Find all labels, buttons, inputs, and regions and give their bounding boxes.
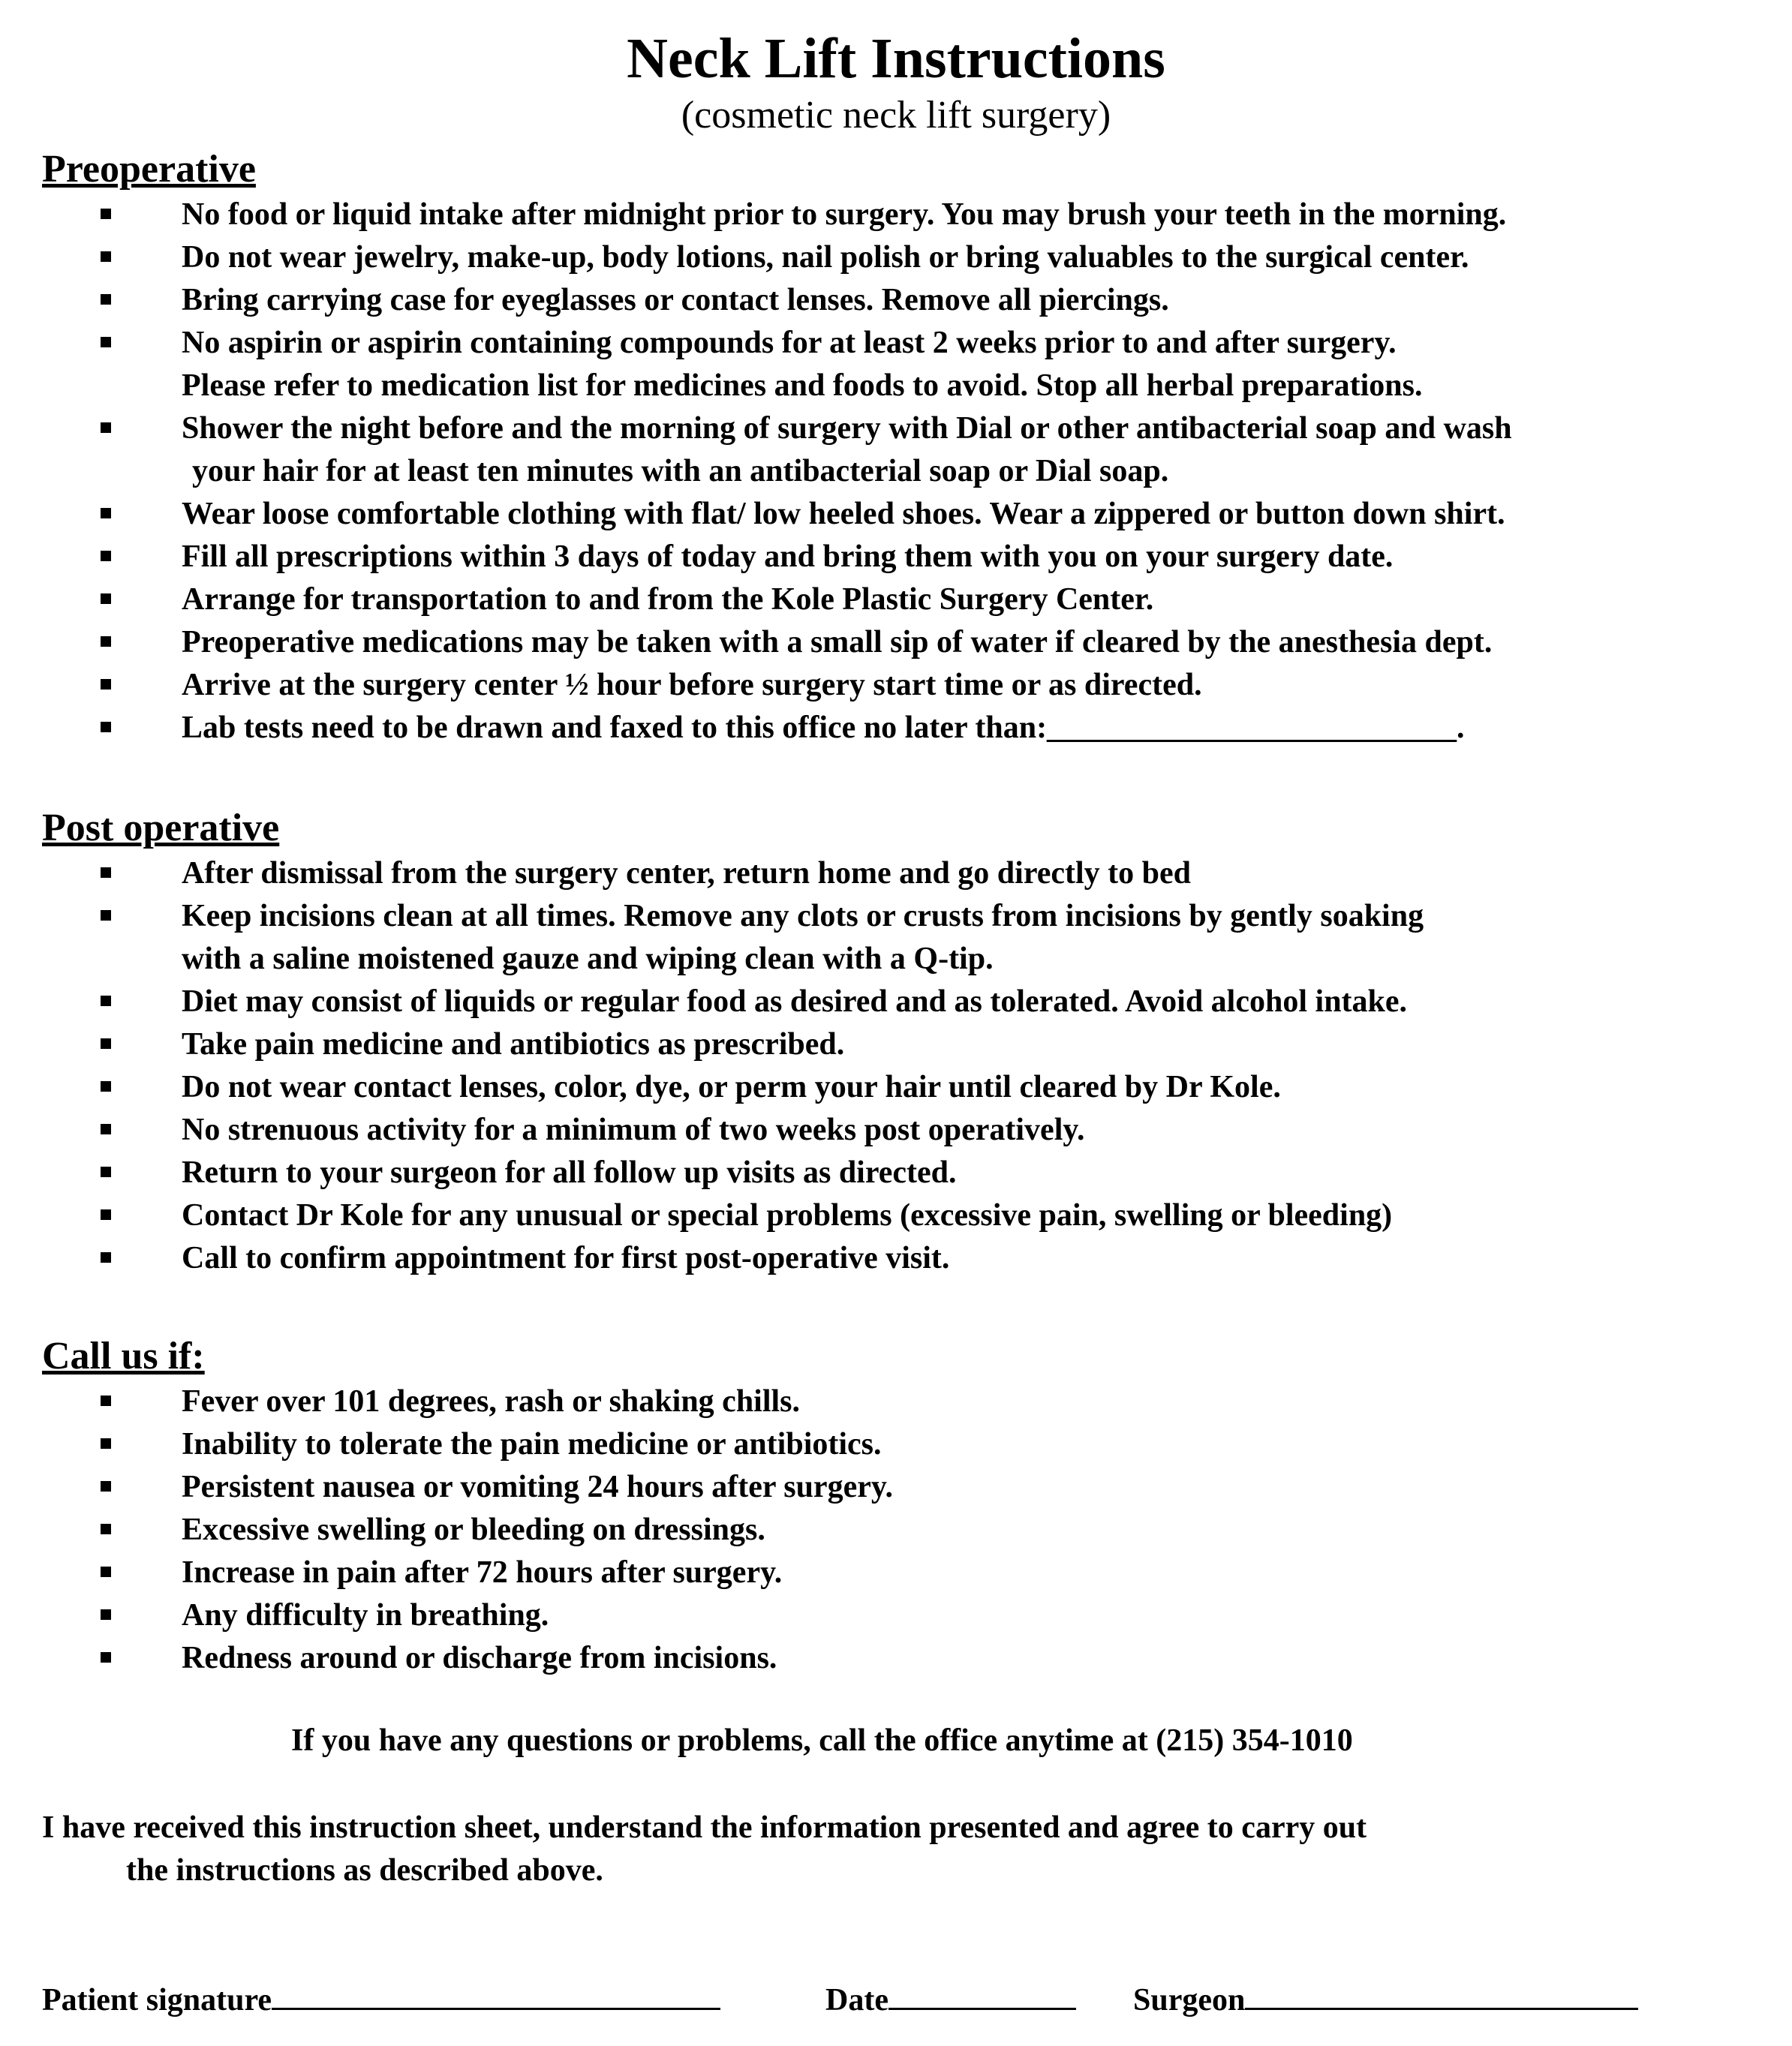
square-bullet-icon: [101, 422, 111, 433]
square-bullet-icon: [101, 867, 111, 878]
date-field[interactable]: [825, 1975, 1076, 2022]
surgeon-line[interactable]: [1245, 1975, 1638, 2010]
list-item-continuation: Please refer to medication list for medicines and foods to avoid. Stop all herbal preparations.: [182, 368, 1423, 403]
square-bullet-icon: [101, 1252, 111, 1263]
preoperative-heading: Preoperative: [42, 148, 256, 191]
date-label: Date: [825, 1983, 888, 2017]
list-item-text: After dismissal from the surgery center, return home and go directly to bed: [182, 856, 1192, 891]
preoperative-list-item: [0, 407, 1792, 493]
surgeon-field[interactable]: [1133, 1975, 1638, 2022]
preoperative-list: [0, 194, 1792, 750]
list-item-text: Preoperative medications may be taken with a small sip of water if cleared by the anesthesia dept.: [182, 625, 1493, 659]
list-item-text: Redness around or discharge from incisions.: [182, 1641, 777, 1675]
square-bullet-icon: [101, 593, 111, 604]
patient-signature-field[interactable]: [42, 1975, 720, 2022]
preoperative-list-item: [0, 536, 1792, 578]
square-bullet-icon: [101, 294, 111, 305]
square-bullet-icon: [101, 209, 111, 219]
list-item-text: Keep incisions clean at all times. Remove any clots or crusts from incisions by gently soaking: [182, 899, 1424, 933]
square-bullet-icon: [101, 679, 111, 690]
list-item-text: Arrange for transportation to and from the Kole Plastic Surgery Center.: [182, 582, 1154, 617]
acknowledgement: [42, 1807, 1367, 1892]
callus-list-item: [0, 1594, 1792, 1637]
postoperative-list-item: [0, 1109, 1792, 1152]
surgeon-label: Surgeon: [1133, 1983, 1246, 2017]
preoperative-list-item: [0, 664, 1792, 707]
square-bullet-icon: [101, 1652, 111, 1663]
square-bullet-icon: [101, 722, 111, 732]
postoperative-list-item: [0, 1152, 1792, 1194]
postoperative-list: [0, 852, 1792, 1280]
postoperative-list-item: [0, 1194, 1792, 1237]
square-bullet-icon: [101, 1167, 111, 1177]
list-item-continuation: your hair for at least ten minutes with an antibacterial soap or Dial soap.: [192, 454, 1169, 488]
postoperative-list-item: [0, 981, 1792, 1023]
callus-list-item: [0, 1637, 1792, 1680]
postoperative-list-item: [0, 1237, 1792, 1280]
callus-list: [0, 1381, 1792, 1680]
page-subtitle: (cosmetic neck lift surgery): [681, 94, 1111, 137]
postoperative-heading: Post operative: [42, 807, 280, 849]
callus-list-item: [0, 1381, 1792, 1423]
preoperative-list-item: [0, 236, 1792, 279]
square-bullet-icon: [101, 1481, 111, 1492]
list-item-text: Contact Dr Kole for any unusual or special problems (excessive pain, swelling or bleeding): [182, 1198, 1393, 1233]
postoperative-list-item: [0, 895, 1792, 981]
square-bullet-icon: [101, 1209, 111, 1220]
list-item-text: No food or liquid intake after midnight prior to surgery. You may brush your teeth in the morning.: [182, 197, 1507, 232]
list-item-text: No strenuous activity for a minimum of two weeks post operatively.: [182, 1113, 1085, 1147]
postoperative-list-item: [0, 1066, 1792, 1109]
list-item-text: Fever over 101 degrees, rash or shaking chills.: [182, 1384, 801, 1419]
list-item-text: Fill all prescriptions within 3 days of today and bring them with you on your surgery date.: [182, 539, 1394, 574]
list-item-text: Do not wear jewelry, make-up, body lotions, nail polish or bring valuables to the surgical center.: [182, 240, 1469, 275]
callus-list-item: [0, 1509, 1792, 1552]
preoperative-list-item: [0, 322, 1792, 407]
square-bullet-icon: [101, 636, 111, 647]
square-bullet-icon: [101, 1038, 111, 1049]
preoperative-list-item: [0, 493, 1792, 536]
square-bullet-icon: [101, 1081, 111, 1092]
square-bullet-icon: [101, 1609, 111, 1620]
list-item-text: Any difficulty in breathing.: [182, 1598, 549, 1633]
square-bullet-icon: [101, 551, 111, 561]
preoperative-list-item: [0, 578, 1792, 621]
list-item-text: Shower the night before and the morning of surgery with Dial or other antibacterial soap and wash: [182, 411, 1512, 446]
list-item-text: Do not wear contact lenses, color, dye, or perm your hair until cleared by Dr Kole.: [182, 1070, 1281, 1104]
square-bullet-icon: [101, 996, 111, 1006]
acknowledgement-line-2: the instructions as described above.: [126, 1853, 603, 1888]
preoperative-list-item: [0, 707, 1792, 750]
list-item-text: Call to confirm appointment for first post-operative visit.: [182, 1241, 950, 1275]
square-bullet-icon: [101, 1438, 111, 1449]
preoperative-list-item: [0, 621, 1792, 664]
postoperative-list-item: [0, 852, 1792, 895]
patient-signature-label: Patient signature: [42, 1983, 272, 2017]
list-item-text: No aspirin or aspirin containing compounds for at least 2 weeks prior to and after surgery.: [182, 326, 1397, 360]
list-item-text: Excessive swelling or bleeding on dressings.: [182, 1513, 765, 1547]
contact-line: If you have any questions or problems, call the office anytime at (215) 354-1010: [291, 1723, 1353, 1758]
list-item-text: Increase in pain after 72 hours after surgery.: [182, 1555, 783, 1590]
callus-list-item: [0, 1423, 1792, 1466]
list-item-text: Wear loose comfortable clothing with flat/ low heeled shoes. Wear a zippered or button down shirt.: [182, 497, 1505, 531]
postoperative-list-item: [0, 1023, 1792, 1066]
square-bullet-icon: [101, 508, 111, 518]
square-bullet-icon: [101, 1524, 111, 1534]
square-bullet-icon: [101, 251, 111, 262]
list-item-text: Diet may consist of liquids or regular food as desired and as tolerated. Avoid alcohol intake.: [182, 984, 1408, 1019]
callus-list-item: [0, 1552, 1792, 1594]
square-bullet-icon: [101, 1396, 111, 1406]
preoperative-list-item: [0, 194, 1792, 236]
square-bullet-icon: [101, 337, 111, 347]
acknowledgement-line-1: I have received this instruction sheet, understand the information presented and agree to carry out: [42, 1810, 1367, 1845]
preoperative-list-item: [0, 279, 1792, 322]
list-item-text: Lab tests need to be drawn and faxed to this office no later than:__________________________.: [182, 711, 1465, 745]
callus-list-item: [0, 1466, 1792, 1509]
date-line[interactable]: [888, 1975, 1076, 2010]
square-bullet-icon: [101, 1567, 111, 1577]
list-item-text: Inability to tolerate the pain medicine or antibiotics.: [182, 1427, 882, 1462]
list-item-text: Bring carrying case for eyeglasses or contact lenses. Remove all piercings.: [182, 283, 1169, 317]
list-item-text: Return to your surgeon for all follow up visits as directed.: [182, 1155, 957, 1190]
list-item-continuation: with a saline moistened gauze and wiping clean with a Q-tip.: [182, 942, 994, 976]
list-item-text: Persistent nausea or vomiting 24 hours after surgery.: [182, 1470, 894, 1504]
patient-signature-line[interactable]: [272, 1975, 720, 2010]
square-bullet-icon: [101, 910, 111, 921]
callus-heading: Call us if:: [42, 1335, 205, 1378]
square-bullet-icon: [101, 1124, 111, 1134]
page-title: Neck Lift Instructions: [627, 27, 1165, 90]
list-item-text: Take pain medicine and antibiotics as prescribed.: [182, 1027, 845, 1062]
list-item-text: Arrive at the surgery center ½ hour before surgery start time or as directed.: [182, 668, 1202, 702]
